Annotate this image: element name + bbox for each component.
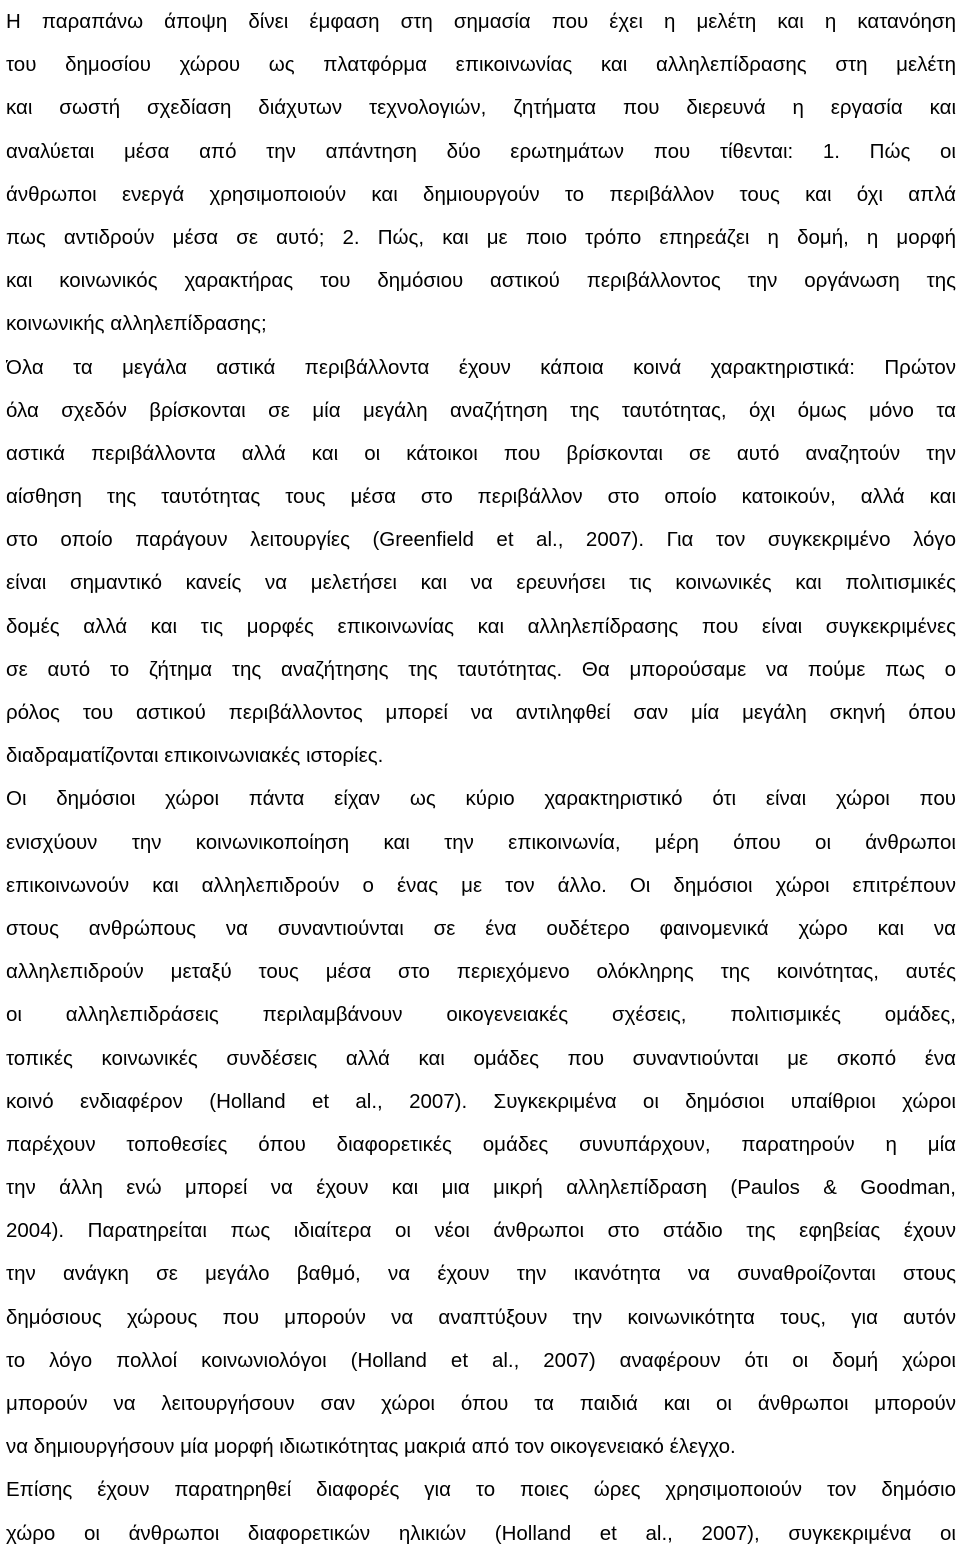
text-line: του δημοσίου χώρου ως πλατφόρμα επικοινωνίας και αλληλεπίδρασης στη μελέτη xyxy=(6,53,956,77)
text-line: ρόλος του αστικού περιβάλλοντος μπορεί να αντιληφθεί σαν μία μεγάλη σκηνή όπου xyxy=(6,701,956,724)
text-line: κοινό ενδιαφέρον (Holland et al., 2007). Συγκεκριμένα οι δημόσιοι υπαίθριοι χώροι xyxy=(6,1089,956,1113)
text-line: Οι δημόσιοι χώροι πάντα είχαν ως κύριο χαρακτηριστικό ότι είναι χώροι που xyxy=(6,787,956,811)
text-line: πως αντιδρούν μέσα σε αυτό; 2. Πώς, και με ποιο τρόπο επηρεάζει η δομή, η μορφή xyxy=(6,225,956,249)
text-line: το λόγο πολλοί κοινωνιολόγοι (Holland et al., 2007) αναφέρουν ότι οι δομή χώροι xyxy=(6,1348,956,1372)
text-line: τοπικές κοινωνικές συνδέσεις αλλά και ομάδες που συναντιούνται με σκοπό ένα xyxy=(6,1046,956,1070)
paragraph-1 xyxy=(6,0,956,346)
paragraph-3 xyxy=(6,777,956,1468)
text-line: μπορούν να λειτουργήσουν σαν χώροι όπου τα παιδιά και οι άνθρωποι μπορούν xyxy=(6,1392,956,1415)
text-line: Η παραπάνω άποψη δίνει έμφαση στη σημασία που έχει η μελέτη και η κατανόηση xyxy=(6,10,956,33)
text-line: οι αλληλεπιδράσεις περιλαμβάνουν οικογενειακές σχέσεις, πολιτισμικές ομάδες, xyxy=(6,1003,956,1027)
text-line: άνθρωποι ενεργά χρησιμοποιούν και δημιουργούν το περιβάλλον τους και όχι απλά xyxy=(6,182,956,206)
text-line: στους ανθρώπους να συναντιούνται σε ένα ουδέτερο φαινομενικά χώρο και να xyxy=(6,916,956,940)
text-line: Επίσης έχουν παρατηρηθεί διαφορές για το ποιες ώρες χρησιμοποιούν τον δημόσιο xyxy=(6,1478,956,1502)
text-line: διαδραματίζονται επικοινωνιακές ιστορίες. xyxy=(6,744,384,768)
text-line: παρέχουν τοποθεσίες όπου διαφορετικές ομάδες συνυπάρχουν, παρατηρούν η μία xyxy=(6,1132,956,1156)
text-line: κοινωνικής αλληλεπίδρασης; xyxy=(6,312,267,336)
text-line: την ανάγκη σε μεγάλο βαθμό, να έχουν την ικανότητα να συναθροίζονται στους xyxy=(6,1262,956,1286)
text-line: Όλα τα μεγάλα αστικά περιβάλλοντα έχουν κάποια κοινά χαρακτηριστικά: Πρώτον xyxy=(6,355,956,379)
text-line: αίσθηση της ταυτότητας τους μέσα στο περιβάλλον στο οποίο κατοικούν, αλλά και xyxy=(6,485,956,509)
text-line: αναλύεται μέσα από την απάντηση δύο ερωτημάτων που τίθενται: 1. Πώς οι xyxy=(6,139,956,163)
text-line: ενισχύουν την κοινωνικοποίηση και την επικοινωνία, μέρη όπου οι άνθρωποι xyxy=(6,830,956,854)
text-line: και κοινωνικός χαρακτήρας του δημόσιου αστικού περιβάλλοντος την οργάνωση της xyxy=(6,269,956,293)
text-line: σε αυτό το ζήτημα της αναζήτησης της ταυτότητας. Θα μπορούσαμε να πούμε πως ο xyxy=(6,657,956,681)
text-line: να δημιουργήσουν μία μορφή ιδιωτικότητας μακριά από τον οικογενειακό έλεγχο. xyxy=(6,1435,736,1459)
text-line: επικοινωνούν και αλληλεπιδρούν ο ένας με τον άλλο. Οι δημόσιοι χώροι επιτρέπουν xyxy=(6,873,956,897)
text-line: είναι σημαντικό κανείς να μελετήσει και να ερευνήσει τις κοινωνικές και πολιτισμικές xyxy=(6,571,956,595)
paragraph-2 xyxy=(6,346,956,778)
text-line: δομές αλλά και τις μορφές επικοινωνίας και αλληλεπίδρασης που είναι συγκεκριμένες xyxy=(6,614,956,638)
text-line: χώρο οι άνθρωποι διαφορετικών ηλικιών (Holland et al., 2007), συγκεκριμένα οι xyxy=(6,1521,956,1545)
paragraph-4 xyxy=(6,1468,956,1554)
text-line: την άλλη ενώ μπορεί να έχουν και μια μικρή αλληλεπίδραση (Paulos & Goodman, xyxy=(6,1176,956,1200)
text-line: αστικά περιβάλλοντα αλλά και οι κάτοικοι που βρίσκονται σε αυτό αναζητούν την xyxy=(6,441,956,465)
text-line: στο οποίο παράγουν λειτουργίες (Greenfield et al., 2007). Για τον συγκεκριμένο λόγο xyxy=(6,528,956,552)
text-line: και σωστή σχεδίαση διάχυτων τεχνολογιών, ζητήματα που διερευνά η εργασία και xyxy=(6,96,956,120)
text-line: δημόσιους χώρους που μπορούν να αναπτύξουν την κοινωνικότητα τους, για αυτόν xyxy=(6,1305,956,1329)
text-line: 2004). Παρατηρείται πως ιδιαίτερα οι νέοι άνθρωποι στο στάδιο της εφηβείας έχουν xyxy=(6,1219,956,1243)
document-body xyxy=(6,0,956,1555)
text-line: αλληλεπιδρούν μεταξύ τους μέσα στο περιεχόμενο ολόκληρης της κοινότητας, αυτές xyxy=(6,960,956,984)
text-line: όλα σχεδόν βρίσκονται σε μία μεγάλη αναζήτηση της ταυτότητας, όχι όμως μόνο τα xyxy=(6,398,956,422)
